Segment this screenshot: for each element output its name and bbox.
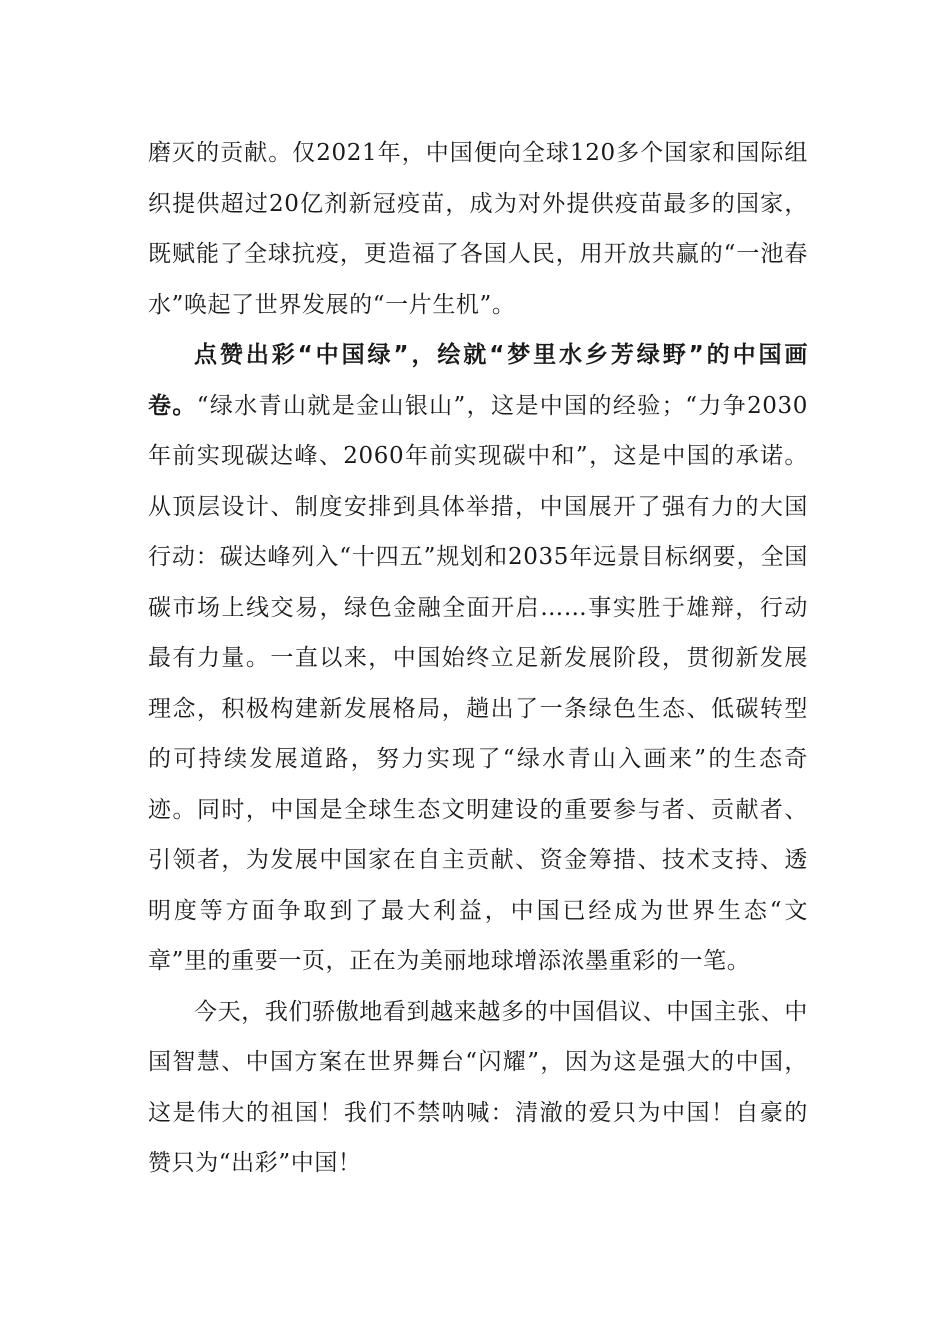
paragraph-lead-heading: 点赞出彩“中国绿”，绘就“梦里水乡芳绿野”的中国画卷。 (148, 342, 808, 419)
paragraph-text: 磨灭的贡献。仅2021年，中国便向全球120多个国家和国际组织提供超过20亿剂新冠疫苗，成为对外提供疫苗最多的国家，既赋能了全球抗疫，更造福了各国人民，用开放共赢的“一池春水”唤起了世界发展的“一片生机”。 (148, 140, 808, 318)
paragraph-text: 今天，我们骄傲地看到越来越多的中国倡议、中国主张、中国智慧、中国方案在世界舞台“闪耀”，因为这是强大的中国，这是伟大的祖国！我们不禁呐喊：清澈的爱只为中国！自豪的赞只为“出彩”中国！ (148, 998, 808, 1176)
paragraph-china-green (148, 330, 808, 987)
body-text (148, 128, 808, 1189)
paragraph-continuation (148, 128, 808, 330)
paragraph-text: “绿水青山就是金山银山”，这是中国的经验；“力争2030年前实现碳达峰、2060年前实现碳中和”，这是中国的承诺。从顶层设计、制度安排到具体举措，中国展开了强有力的大国行动：碳达峰列入“十四五”规划和2035年远景目标纲要，全国碳市场上线交易，绿色金融全面开启……事实胜于雄辩，行动最有力量。一直以来，中国始终立足新发展阶段，贯彻新发展理念，积极构建新发展格局，趟出了一条绿色生态、低碳转型的可持续发展道路，努力实现了“绿水青山入画来”的生态奇迹。同时，中国是全球生态文明建设的重要参与者、贡献者、引领者，为发展中国家在自主贡献、资金筹措、技术支持、透明度等方面争取到了最大利益，中国已经成为世界生态“文章”里的重要一页，正在为美丽地球增添浓墨重彩的一笔。 (148, 392, 809, 974)
paragraph-conclusion (148, 987, 808, 1189)
